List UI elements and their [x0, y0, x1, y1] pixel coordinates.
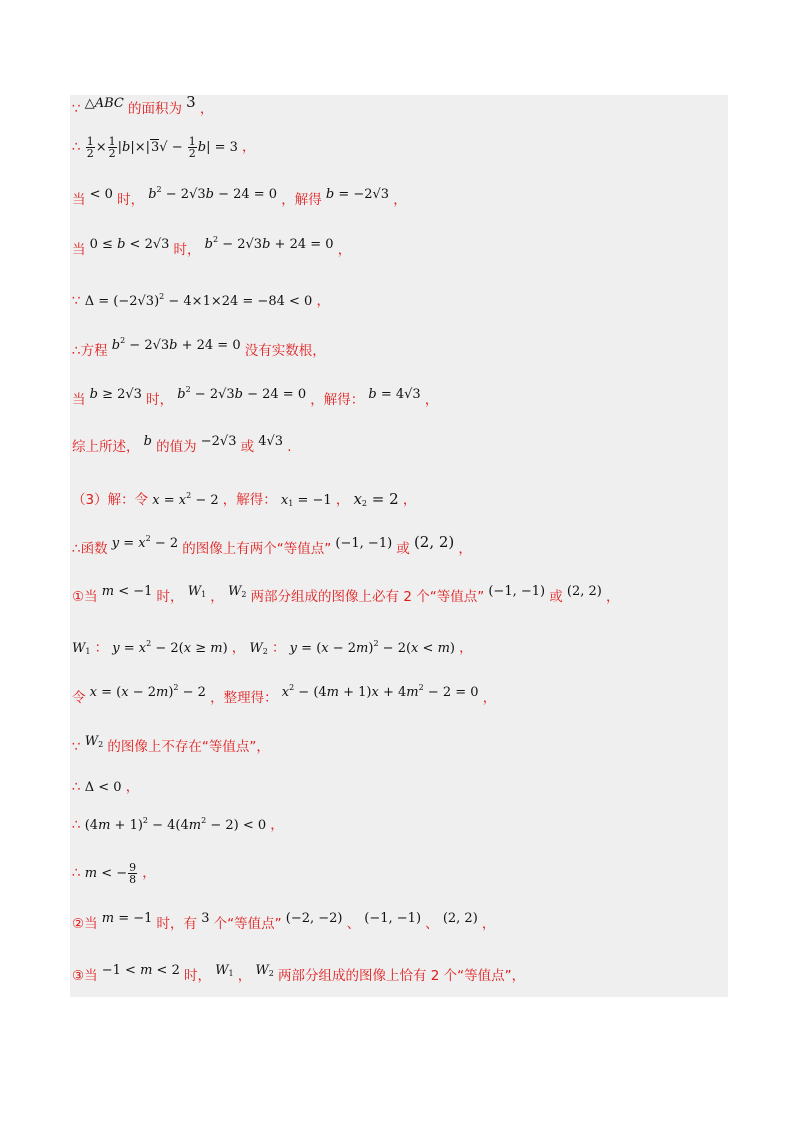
text-segment: ，	[605, 589, 620, 605]
text-segment: 的面积为	[128, 101, 183, 117]
math-expression: $W_1$	[72, 641, 91, 656]
text-segment: 时，	[183, 968, 211, 984]
text-segment: ∴函数	[72, 541, 108, 557]
text-segment: ，整理得：	[210, 690, 278, 706]
solution-line	[72, 535, 472, 560]
math-expression: $b^2 - 2√3b - 24 = 0$	[177, 385, 307, 402]
solution-line	[72, 287, 330, 312]
solution-line	[72, 634, 473, 662]
math-expression: $W_2$	[255, 963, 274, 978]
math-expression: (−1, −1)	[488, 584, 546, 599]
math-expression: m = −1	[101, 911, 153, 926]
text-segment: ，	[242, 139, 256, 155]
solution-line	[72, 584, 620, 611]
text-segment: 时，	[146, 392, 174, 408]
text-segment: ，	[459, 640, 473, 656]
text-segment: 、	[425, 916, 439, 932]
text-segment: ∵	[72, 101, 81, 117]
text-segment: 时，	[156, 589, 184, 605]
math-expression: $(4m + 1)^2 - 4(4m^2 - 2) < 0$	[84, 816, 267, 833]
text-segment: 个“等值点”	[213, 916, 282, 932]
solution-line	[72, 684, 496, 709]
text-segment: ，	[237, 968, 252, 984]
text-segment: 当	[72, 192, 86, 208]
solution-line	[72, 486, 416, 514]
solution-line	[72, 734, 270, 761]
solution-line	[72, 186, 407, 211]
text-segment: ∵	[72, 293, 81, 309]
text-segment: 的值为	[156, 439, 197, 455]
math-expression: (2, 2)	[413, 533, 455, 551]
text-segment: ，	[199, 101, 214, 117]
solution-line	[72, 911, 496, 935]
text-segment: ，	[142, 865, 156, 881]
math-expression: $W_2$	[227, 584, 247, 599]
text-segment: ，解得	[281, 192, 322, 208]
solution-line	[72, 777, 139, 798]
text-segment: ，	[481, 916, 496, 932]
text-segment: ，	[337, 242, 352, 258]
text-segment: ，	[316, 293, 330, 309]
text-segment: ：	[272, 640, 286, 656]
math-expression: $x = (x - 2m)^2 - 2$	[89, 683, 206, 700]
math-expression: $W_2$	[84, 734, 104, 749]
text-segment: ②当	[72, 916, 98, 932]
solution-line	[72, 136, 256, 159]
text-segment: ，	[424, 392, 439, 408]
math-expression: 0 ≤ b < 2√3	[89, 237, 170, 252]
math-expression: $y = x^2 - 2(x \ge m)$	[112, 639, 228, 656]
text-segment: ∴方程	[72, 343, 108, 359]
math-expression: $W_2$	[249, 641, 268, 656]
text-segment: ，	[125, 779, 140, 795]
text-segment: 时，	[117, 192, 145, 208]
text-segment: ，	[482, 690, 497, 706]
solution-line	[72, 811, 284, 836]
math-expression: < 0	[89, 187, 113, 202]
text-segment: ，	[231, 640, 246, 656]
text-segment: ，	[393, 192, 407, 208]
text-segment: 时，	[173, 242, 201, 258]
math-expression: △ABC	[84, 96, 124, 111]
text-segment: 时，有	[156, 916, 198, 932]
math-expression: $\frac{1}{2}$ × $\frac{1}{2}$ |b|×|3√ − $\frac{1}{2}$ b| = 3	[86, 135, 238, 160]
solution-line	[72, 93, 214, 120]
text-segment: .	[287, 439, 292, 455]
text-segment: 的图像上不存在“等值点”，	[107, 739, 270, 755]
math-expression: $W_1$	[187, 584, 207, 599]
math-expression: $x^2 - (4m + 1)x + 4m^2 - 2 = 0$	[281, 683, 479, 700]
math-expression: 4√3	[258, 434, 284, 449]
text-segment: 、	[346, 916, 361, 932]
text-segment: ∴	[72, 779, 81, 795]
math-expression: b = −2√3	[325, 187, 390, 202]
text-segment: 或	[549, 589, 563, 605]
solution-line	[72, 862, 156, 885]
math-expression: (−1, −1)	[364, 911, 422, 926]
solution-line	[72, 963, 526, 990]
math-expression: $y = (x - 2m)^2 - 2(x < m)$	[289, 639, 455, 656]
math-expression: (2, 2)	[442, 911, 478, 926]
math-expression: 3	[186, 93, 196, 111]
text-segment: ，	[335, 492, 350, 508]
math-expression: −2√3	[200, 434, 237, 449]
text-segment: 当	[72, 392, 86, 408]
math-expression: b ≥ 2√3	[89, 387, 142, 402]
text-segment: ∴	[72, 139, 81, 155]
text-segment: 两部分组成的图像上必有 2 个“等值点”	[250, 589, 485, 605]
solution-line	[72, 337, 326, 362]
text-segment: ∵	[72, 739, 81, 755]
text-segment: ，解得：	[310, 392, 365, 408]
math-expression: (−1, −1)	[335, 536, 393, 551]
math-expression: −1 < m < 2	[101, 963, 180, 978]
math-expression: m < − $\frac{9}{8}$	[84, 861, 137, 886]
solution-line	[72, 386, 438, 411]
text-segment: ，	[270, 817, 284, 833]
math-expression: Δ < 0	[84, 780, 122, 795]
text-segment: （3）解：令	[72, 492, 149, 508]
math-expression: $W_1$	[215, 963, 234, 978]
math-expression: $b^2 - 2√3b - 24 = 0$	[148, 185, 278, 202]
text-segment: 的图像上有两个“等值点”	[182, 541, 332, 557]
math-expression: $x = x^2 - 2$	[152, 491, 219, 508]
text-segment: ③当	[72, 968, 98, 984]
text-segment: ，	[210, 589, 224, 605]
math-expression: b = 4√3	[368, 387, 421, 402]
math-expression: $x_2 = 2$	[353, 490, 399, 508]
text-segment: 或	[240, 439, 255, 455]
math-expression: $\Delta = (-2√3)^2 - 4\times 1\times 24 = -84 < 0$	[84, 292, 313, 309]
text-segment: ，解得：	[222, 492, 277, 508]
math-expression: (−2, −2)	[285, 911, 343, 926]
math-expression: $x_1 = -1$	[280, 493, 332, 508]
text-segment: ∴	[72, 817, 81, 833]
math-expression: 3	[201, 911, 210, 926]
text-segment: 两部分组成的图像上恰有 2 个“等值点”，	[277, 968, 526, 984]
math-expression: b	[143, 434, 152, 449]
text-segment: ∴	[72, 865, 81, 881]
math-expression: m < −1	[101, 584, 153, 599]
math-expression: $b^2 - 2√3b + 24 = 0$	[111, 336, 241, 353]
math-expression: $y = x^2 - 2$	[111, 534, 179, 551]
text-segment: ，	[402, 492, 417, 508]
text-segment: 或	[396, 541, 410, 557]
text-segment: ：	[94, 640, 109, 656]
text-segment: ，	[458, 541, 472, 557]
math-expression: $b^2 - 2√3b + 24 = 0$	[204, 235, 334, 252]
text-segment: 综上所述，	[72, 439, 140, 455]
math-expression: (2, 2)	[566, 584, 602, 599]
text-segment: 没有实数根，	[244, 343, 326, 359]
solution-line	[72, 434, 292, 458]
text-segment: 当	[72, 242, 86, 258]
text-segment: ①当	[72, 589, 98, 605]
solution-line	[72, 236, 351, 261]
text-segment: 令	[72, 690, 86, 706]
